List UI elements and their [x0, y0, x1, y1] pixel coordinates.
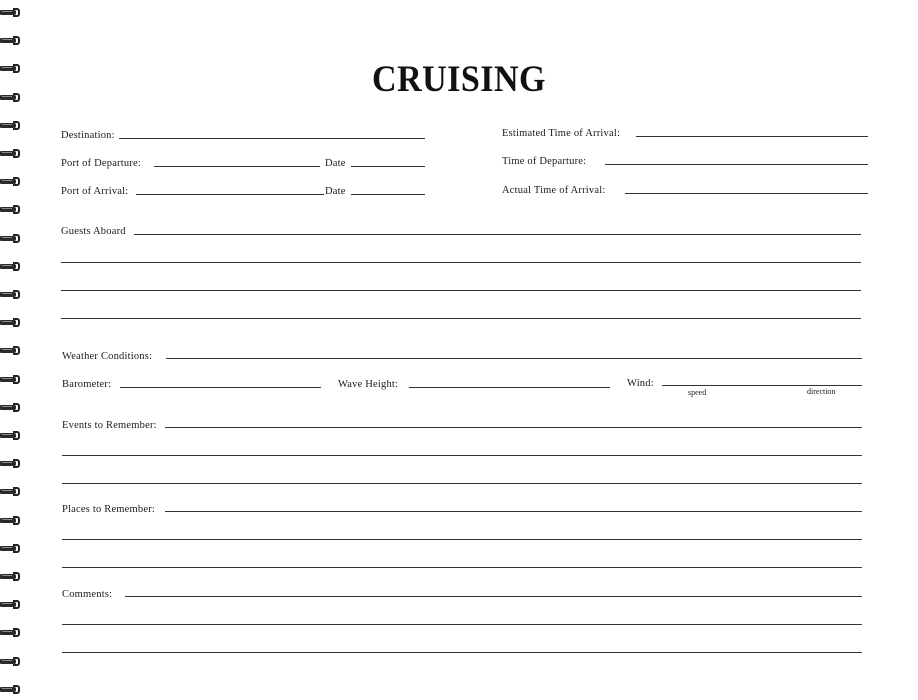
date-arrival-label: Date: [325, 186, 346, 197]
events-line-3[interactable]: [62, 483, 862, 484]
spiral-coil: [0, 290, 22, 299]
spiral-coil: [0, 177, 22, 186]
spiral-coil: [0, 403, 22, 412]
spiral-coil: [0, 8, 22, 17]
events-field[interactable]: [165, 427, 862, 428]
spiral-coil: [0, 572, 22, 581]
spiral-coil: [0, 375, 22, 384]
events-line-2[interactable]: [62, 455, 862, 456]
spiral-coil: [0, 600, 22, 609]
spiral-coil: [0, 234, 22, 243]
date-departure-label: Date: [325, 158, 346, 169]
comments-field[interactable]: [125, 596, 862, 597]
spiral-coil: [0, 121, 22, 130]
guests-line-3[interactable]: [61, 290, 861, 291]
date-departure-field[interactable]: [351, 166, 425, 167]
spiral-coil: [0, 431, 22, 440]
spiral-coil: [0, 262, 22, 271]
weather-label: Weather Conditions:: [62, 351, 153, 362]
port-arrival-field[interactable]: [136, 194, 324, 195]
spiral-coil: [0, 346, 22, 355]
wave-height-field[interactable]: [409, 387, 610, 388]
spiral-coil: [0, 516, 22, 525]
time-departure-label: Time of Departure:: [502, 156, 587, 167]
spiral-binding: [0, 0, 26, 700]
spiral-coil: [0, 36, 22, 45]
spiral-coil: [0, 628, 22, 637]
places-line-3[interactable]: [62, 567, 862, 568]
places-field[interactable]: [165, 511, 862, 512]
events-label: Events to Remember:: [62, 420, 157, 431]
places-line-2[interactable]: [62, 539, 862, 540]
port-departure-field[interactable]: [154, 166, 320, 167]
comments-line-3[interactable]: [62, 652, 862, 653]
port-departure-label: Port of Departure:: [61, 158, 141, 169]
comments-line-2[interactable]: [62, 624, 862, 625]
spiral-coil: [0, 205, 22, 214]
destination-label: Destination:: [61, 130, 115, 141]
spiral-coil: [0, 149, 22, 158]
wind-direction-caption: direction: [807, 387, 836, 396]
eta-label: Estimated Time of Arrival:: [502, 128, 621, 139]
spiral-coil: [0, 459, 22, 468]
date-arrival-field[interactable]: [351, 194, 425, 195]
spiral-coil: [0, 318, 22, 327]
guests-line-2[interactable]: [61, 262, 861, 263]
comments-label: Comments:: [62, 589, 113, 600]
guests-label: Guests Aboard: [61, 226, 126, 237]
barometer-label: Barometer:: [62, 379, 112, 390]
wind-label: Wind:: [627, 378, 654, 389]
wave-height-label: Wave Height:: [338, 379, 399, 390]
places-label: Places to Remember:: [62, 504, 156, 515]
port-arrival-label: Port of Arrival:: [61, 186, 129, 197]
actual-arrival-label: Actual Time of Arrival:: [502, 185, 606, 196]
wind-field[interactable]: [662, 385, 862, 386]
weather-field[interactable]: [166, 358, 862, 359]
destination-field[interactable]: [119, 138, 425, 139]
spiral-coil: [0, 544, 22, 553]
actual-arrival-field[interactable]: [625, 193, 868, 194]
spiral-coil: [0, 685, 22, 694]
spiral-coil: [0, 487, 22, 496]
eta-field[interactable]: [636, 136, 868, 137]
guests-line-4[interactable]: [61, 318, 861, 319]
barometer-field[interactable]: [120, 387, 321, 388]
guests-field[interactable]: [134, 234, 861, 235]
page-title: CRUISING: [372, 59, 546, 100]
spiral-coil: [0, 64, 22, 73]
spiral-coil: [0, 93, 22, 102]
wind-speed-caption: speed: [688, 388, 707, 397]
time-departure-field[interactable]: [605, 164, 868, 165]
spiral-coil: [0, 657, 22, 666]
